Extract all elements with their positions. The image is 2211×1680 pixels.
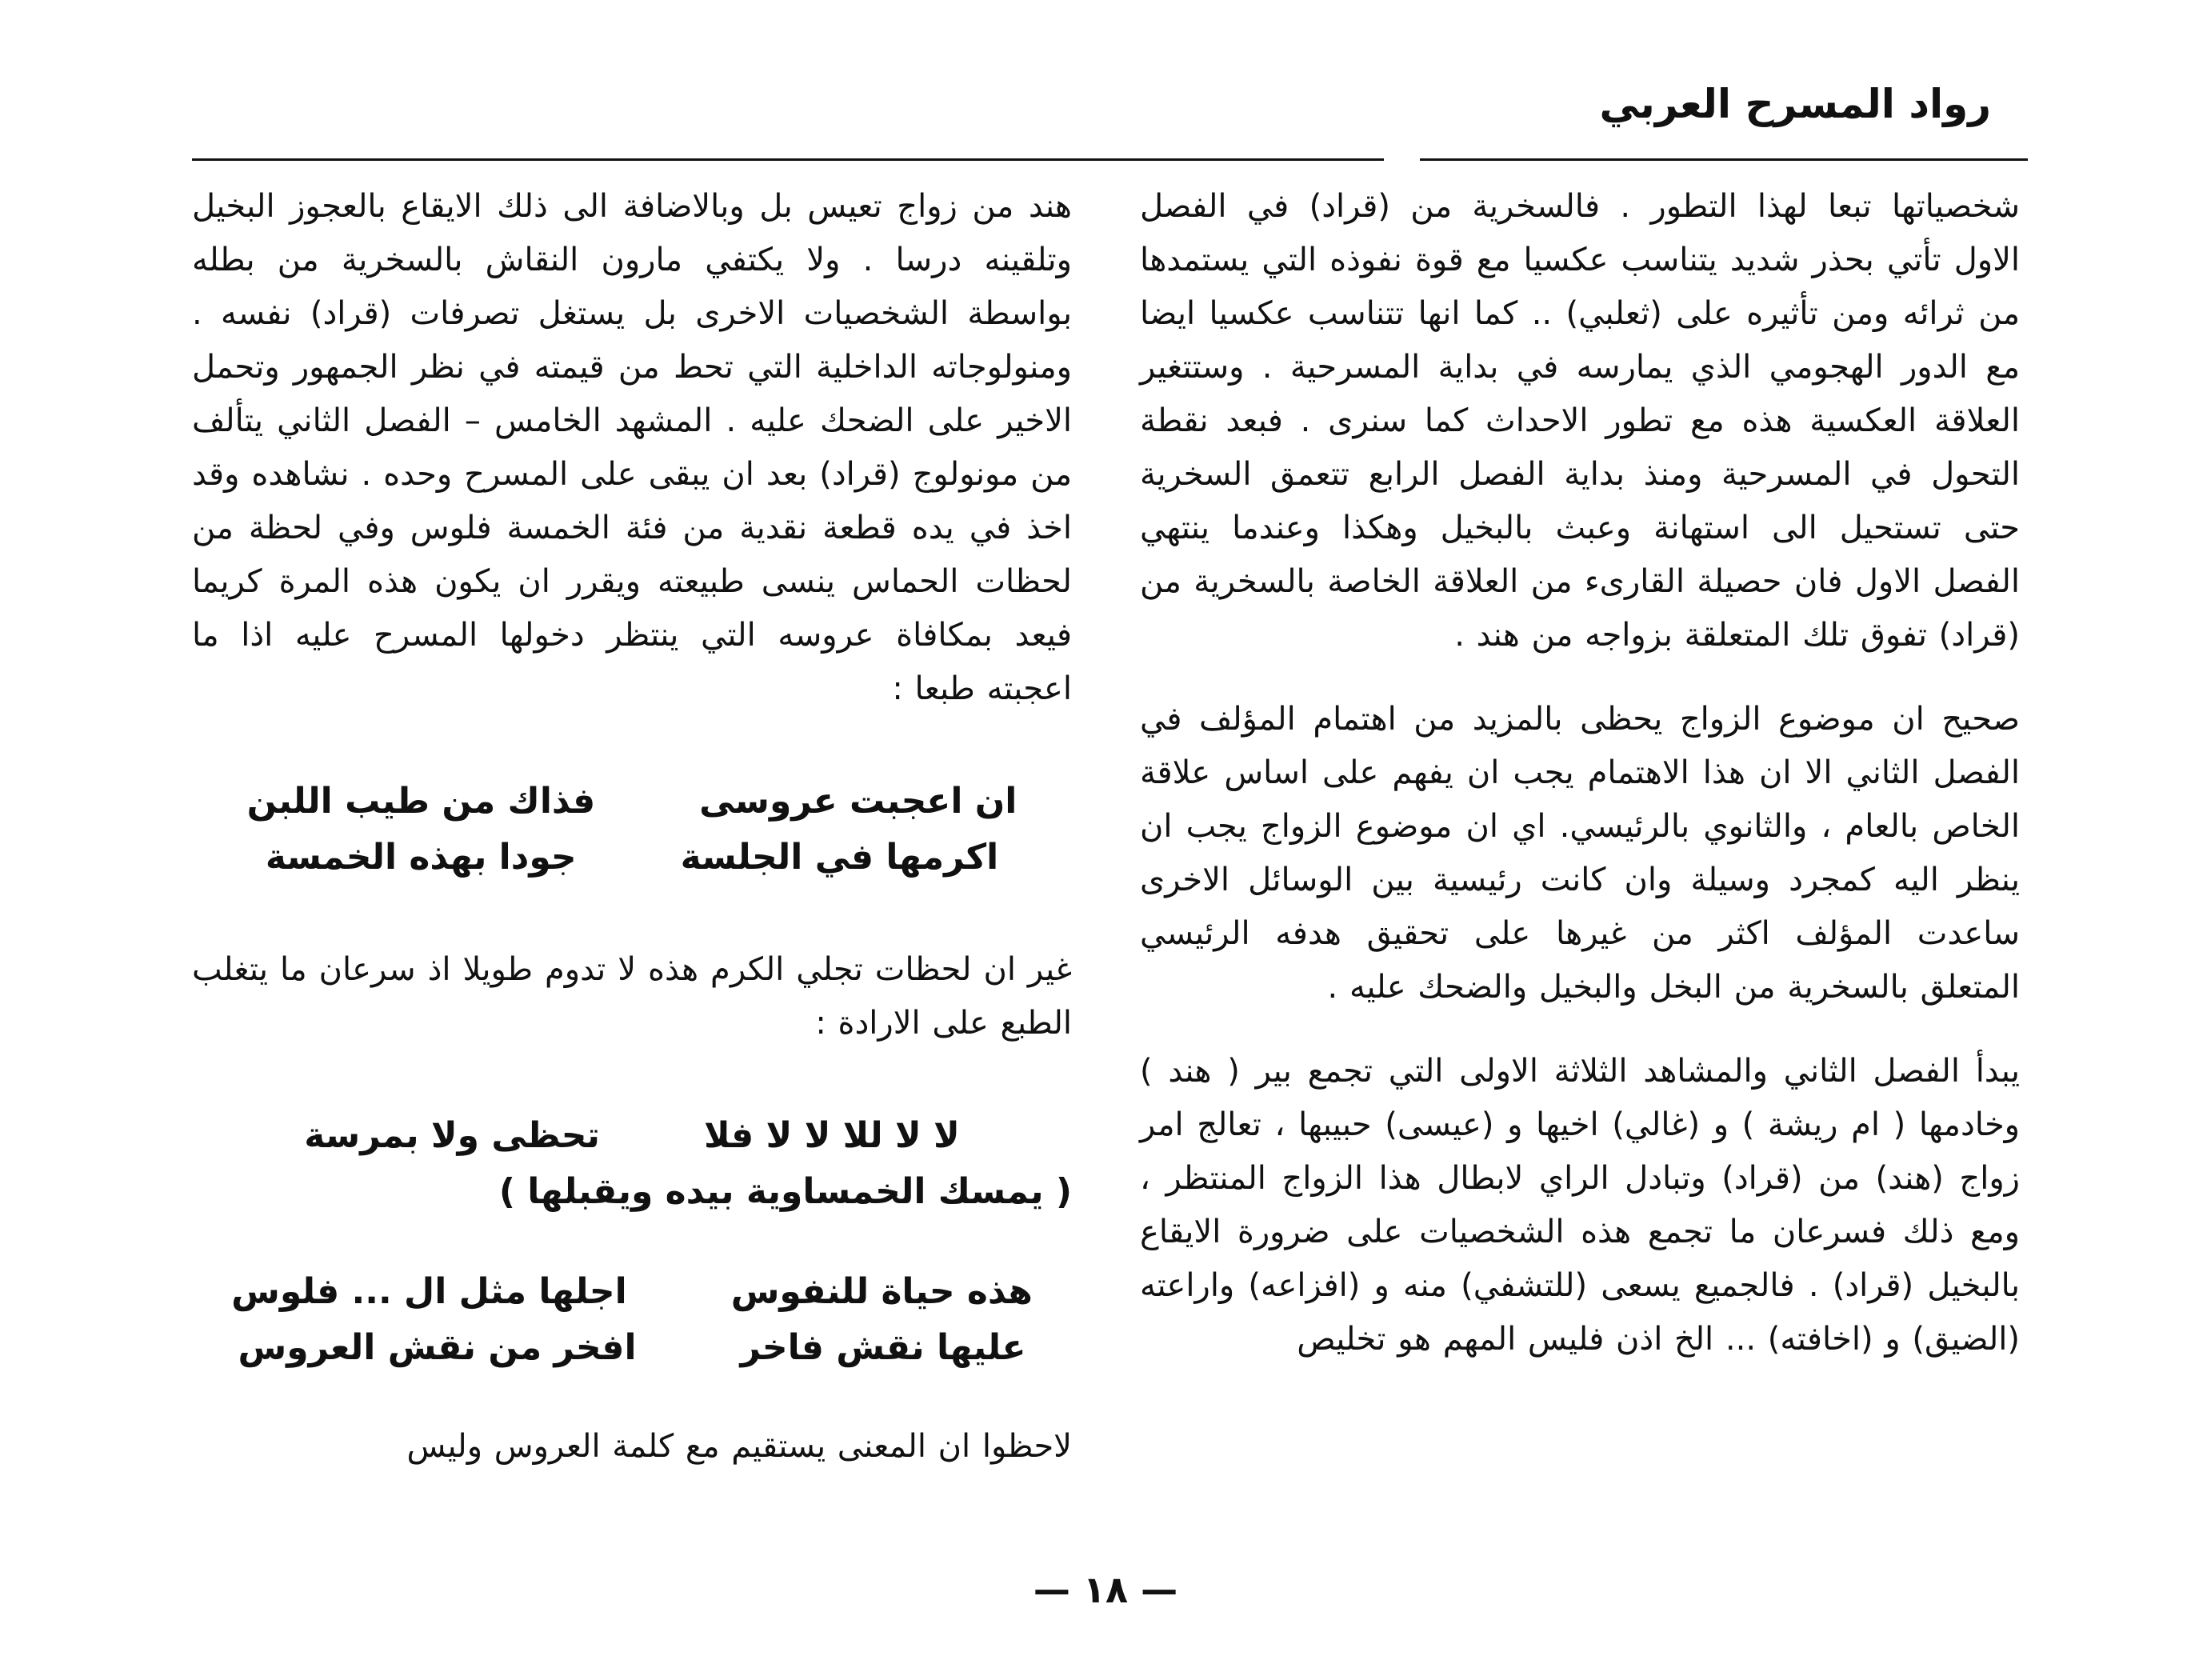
header-rule-right [1420,158,2028,161]
verse-line [192,1108,1072,1164]
verse-block [192,774,1072,886]
page-number-text: — ١٨ — [1033,1568,1178,1611]
verse-line [192,774,1072,830]
verse-hemistich: اكرمها في الجلسة [680,837,999,878]
verse-hemistich: ان اعجبت عروسى [699,781,1018,822]
running-head-title: رواد المسرح العربي [1599,81,1991,127]
verse-hemistich: فذاك من طيب اللبن [246,781,596,822]
verse-line [192,830,1072,886]
header-rule-left [192,158,1384,161]
paragraph: صحيح ان موضوع الزواج يحظى بالمزيد من اهتمام المؤلف في الفصل الثاني الا ان هذا الاهتمام يجب ان يفهم على اساس علاقة الخاص بالعام ، والثانوي بالرئيسي. اي ان موضوع الزواج يجب ان ينظر اليه كمجرد وسيلة وان كانت رئيسية بين الوسائل الاخرى ساعدت المؤلف اكثر من غيرها على تحقيق هدفه الرئيسي المتعلق بالسخرية من البخل والبخيل والضحك عليه . [1140,701,2020,1006]
verse-hemistich: اجلها مثل ال ... فلوس [231,1271,627,1312]
verse-hemistich: افخر من نقش العروس [238,1327,637,1368]
paragraph: غير ان لحظات تجلي الكرم هذه لا تدوم طويلا اذ سرعان ما يتغلب الطبع على الارادة : [192,951,1072,1042]
verse-hemistich: لا لا للا لا لا فلا [703,1115,960,1156]
paragraph: لاحظوا ان المعنى يستقيم مع كلمة العروس وليس [406,1428,1072,1465]
verse-block [192,1108,1072,1220]
page-number [0,1568,2211,1611]
verse-line [192,1320,1072,1376]
right-text-column [1140,180,2020,1366]
verse-hemistich: جودا بهذه الخمسة [265,837,577,878]
stage-direction: ( يمسك الخمساوية بيده ويقبلها ) [498,1171,1072,1212]
verse-line [192,1264,1072,1320]
verse-hemistich: عليها نقش فاخر [740,1327,1026,1368]
paragraph: هند من زواج تعيس بل وبالاضافة الى ذلك الايقاع بالعجوز البخيل وتلقينه درسا . ولا يكتفي مارون النقاش بالسخرية من بطله بواسطة الشخصيات الاخرى بل يستغل تصرفات (قراد) نفسه . ومنولوجاته الداخلية التي تحط من قيمته في نظر الجمهور وتحمل الاخير على الضحك عليه . المشهد الخامس – الفصل الثاني يتألف من مونولوج (قراد) بعد ان يبقى على المسرح وحده . نشاهده وقد اخذ في يده قطعة نقدية من فئة الخمسة فلوس وفي لحظة من لحظات الحماس ينسى طبيعته ويقرر ان يكون هذه المرة كريما فيعد بمكافاة عروسه التي ينتظر دخولها المسرح عليه اذا ما اعجبته طبعا : [192,188,1072,707]
paragraph: شخصياتها تبعا لهذا التطور . فالسخرية من (قراد) في الفصل الاول تأتي بحذر شديد يتناسب عكسيا مع قوة نفوذه التي يستمدها من ثرائه ومن تأثيره على (ثعلبي) .. كما انها تتناسب عكسيا ايضا مع الدور الهجومي الذي يمارسه في بداية المسرحية . وستتغير العلاقة العكسية هذه مع تطور الاحداث كما سنرى . فبعد نقطة التحول في المسرحية ومنذ بداية الفصل الرابع تتعمق السخرية حتى تستحيل الى استهانة وعبث بالبخيل وهكذا وعندما ينتهي الفصل الاول فان حصيلة القارىء من العلاقة الخاصة بالسخرية من (قراد) تفوق تلك المتعلقة بزواجه من هند . [1140,188,2020,654]
paragraph: يبدأ الفصل الثاني والمشاهد الثلاثة الاولى التي تجمع بير ( هند ) وخادمها ( ام ريشة ) و (غالي) اخيها و (عيسى) حبيبها ، تعالج امر زواج (هند) من (قراد) وتبادل الراي لابطال هذا الزواج المنتظر ، ومع ذلك فسرعان ما تجمع هذه الشخصيات على ضرورة الايقاع بالبخيل (قراد) . فالجميع يسعى (للتشفي) منه و (افزاعه) واراعته (الضيق) و (اخافته) ... الخ اذن فليس المهم هو تخليص [1140,1053,2020,1358]
verse-hemistich: هذه حياة للنفوس [730,1271,1033,1312]
verse-hemistich: تحظى ولا بمرسة [304,1115,600,1156]
left-text-column [192,180,1072,1474]
verse-block [192,1264,1072,1376]
